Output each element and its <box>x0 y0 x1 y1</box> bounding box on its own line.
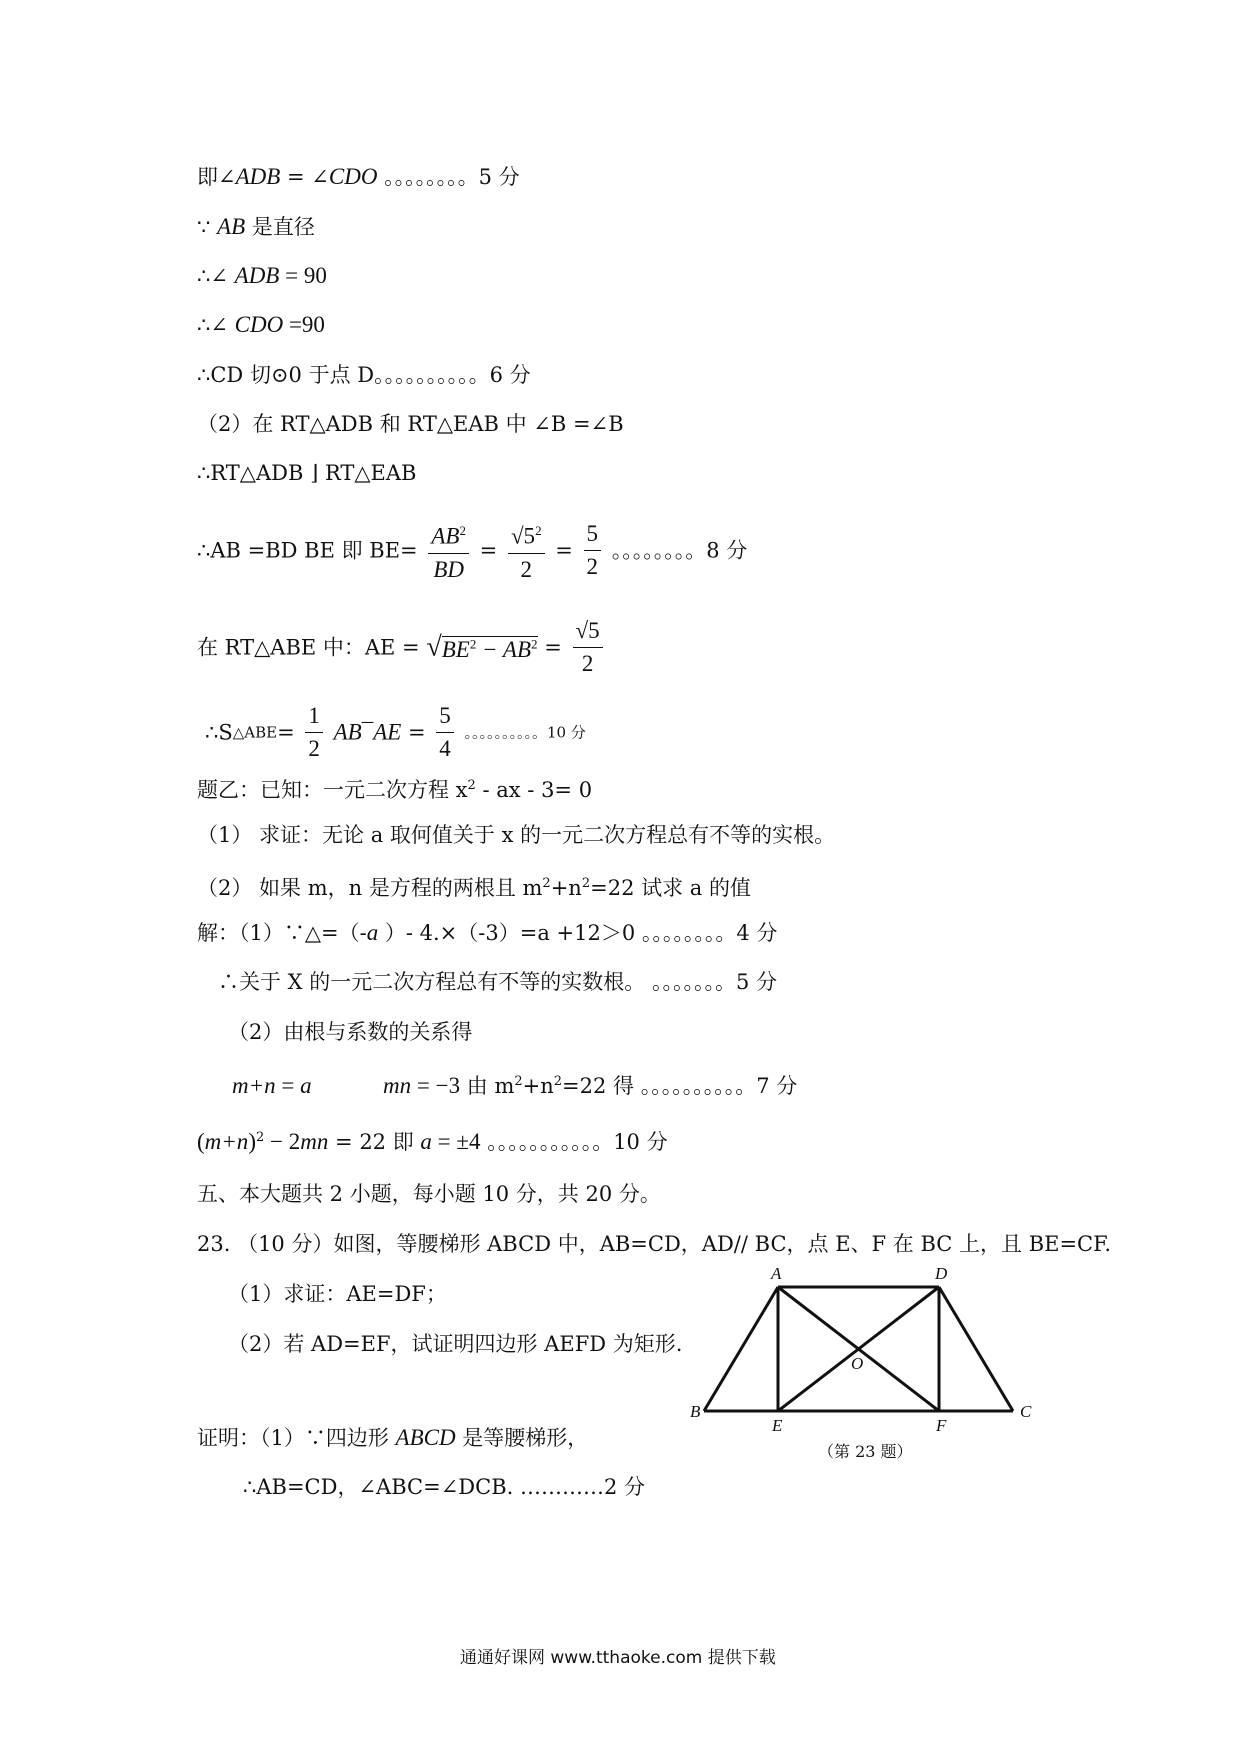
label-d: D <box>935 1264 948 1283</box>
fraction-5-4: $\frac{5}{4}$ <box>436 700 454 765</box>
fraction-sqrt5-2: $\frac{√5^2}{2}$ <box>508 515 545 586</box>
edge-dc <box>939 1287 1013 1411</box>
line-solution-2: ∴关于 X 的一元二次方程总有不等的实数根。 。。。。。。。5 分 <box>218 970 778 994</box>
line-problem-b: 题乙：已知：一元二次方程 $x^2$ - ax - 3= 0 <box>197 778 593 802</box>
problem-23-part2: （2）若 AD=EF，试证明四边形 AEFD 为矩形. <box>228 1332 683 1356</box>
label-c: C <box>1020 1402 1032 1421</box>
label-o: O <box>851 1354 864 1373</box>
proof-step-1: ∴AB=CD，∠ABC=∠DCB. …………2 分 <box>243 1475 646 1499</box>
trapezoid-figure <box>690 1255 1040 1465</box>
line-b-part2: （2） 如果 m，n 是方程的两根且 $m^2+n^2=22$ 试求 a 的值 <box>197 876 751 900</box>
figure-caption: （第 23 题） <box>818 1442 913 1461</box>
line-area: ∴S△ABE= $\frac{1}{2}$ AB¯AE = $\frac{5}{4}$ 。。。。。。。。。。10 分 <box>205 700 586 765</box>
proof-start: 证明：（1）∵四边形 ABCD 是等腰梯形， <box>197 1425 589 1450</box>
line-m-n-relations: m+n = a mn = −3 由 $m^2+n^2=22$ 得 。。。。。。。。。。7 分 <box>232 1073 798 1098</box>
fraction-ab2-bd: $\frac{AB^2}{BD}$ <box>428 515 469 586</box>
line-ab-diameter: ∵ AB 是直径 <box>197 214 315 239</box>
fraction-ae-result: $\frac{√5}{2}$ <box>573 615 603 680</box>
section-five-heading: 五、本大题共 2 小题，每小题 10 分，共 20 分。 <box>197 1182 661 1206</box>
problem-23-statement: 23. （10 分）如图，等腰梯形 ABCD 中，AB=CD，AD// BC，点 E、F 在 BC 上，且 BE=CF. <box>197 1232 1112 1256</box>
line-part2-triangles: （2）在 RT△ADB 和 RT△EAB 中 ∠B =∠B <box>197 412 624 436</box>
line-ae-radical: 在 RT△ABE 中：AE = $√BE^2 - AB^2$ = $\frac{√5}{2}$ <box>197 615 607 680</box>
line-solution-1: 解：（1）∵△=（-a ）- 4.×（-3）=a +12＞0 。。。。。。。。4 分 <box>197 920 778 945</box>
line-tangent: ∴CD 切⊙0 于点 D。。。。。。。。。。6 分 <box>197 363 531 387</box>
fraction-5-2: $\frac{5}{2}$ <box>584 518 602 583</box>
label-b: B <box>690 1402 701 1421</box>
line-cdo-90: ∴∠ CDO =90 <box>197 312 325 337</box>
page-footer: 通通好课网 www.tthaoke.com 提供下载 <box>460 1648 776 1668</box>
radicand: $BE^2 - AB^2$ <box>441 636 538 663</box>
fraction-half: $\frac{1}{2}$ <box>305 700 323 765</box>
line-similar: ∴RT△ADB ⌋ RT△EAB <box>197 461 417 485</box>
label-f: F <box>936 1416 947 1435</box>
label-e: E <box>772 1416 783 1435</box>
sqrt-sign: √ <box>426 631 442 663</box>
problem-23-part1: （1）求证：AE=DF； <box>228 1282 447 1306</box>
line-b-part1: （1） 求证：无论 a 取何值关于 x 的一元二次方程总有不等的实根。 <box>197 823 836 847</box>
edge-ab <box>704 1287 778 1411</box>
line-angle-equal: 即∠ADB = ∠CDO 。。。。。。。。5 分 <box>197 164 520 189</box>
line-vieta: （2）由根与系数的关系得 <box>228 1020 473 1044</box>
line-a-value: $(m+n)^2 - 2mn = 22$ 即 a = ±4 。。。。。。。。。。。10 分 <box>197 1129 668 1154</box>
line-be-fraction: ∴AB =BD BE 即 BE= $\frac{AB^2}{BD}$ = $\frac{√5^2}{2}$ = $\frac{5}{2}$ 。。。。。。。。8 分 <box>197 515 747 586</box>
label-a: A <box>771 1264 782 1283</box>
line-adb-90: ∴∠ ADB = 90 <box>197 263 327 288</box>
